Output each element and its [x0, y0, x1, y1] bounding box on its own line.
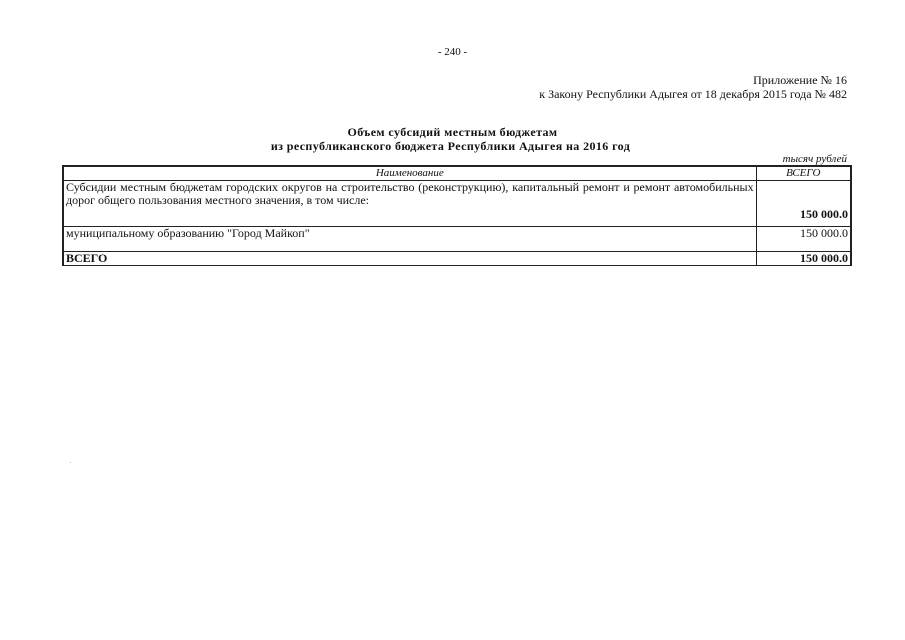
- row-name-cell: Субсидии местным бюджетам городских округов на строительство (реконструкцию), капитальный ремонт и ремонт автомобильных дорог общего пользования местного значения, в том числе:: [63, 181, 756, 227]
- row-name-cell: муниципальному образованию "Город Майкоп": [63, 227, 756, 252]
- total-value-cell: 150 000.0: [756, 252, 851, 266]
- row-value-cell: 150 000.0: [756, 181, 851, 227]
- column-header-name: Наименование: [63, 166, 756, 181]
- table-header-row: [63, 166, 851, 181]
- total-label-cell: ВСЕГО: [63, 252, 756, 266]
- appendix-law-reference: к Закону Республики Адыгея от 18 декабря 2015 года № 482: [539, 87, 847, 101]
- document-title: Объем субсидий местным бюджетам: [347, 125, 558, 139]
- page-number: - 240 -: [437, 46, 468, 58]
- subsidy-table: [62, 165, 852, 266]
- table-row: [63, 181, 851, 227]
- table-total-row: [63, 252, 851, 266]
- document-subtitle: из республиканского бюджета Республики Адыгея на 2016 год: [270, 139, 631, 153]
- scan-speck: [70, 462, 71, 463]
- units-label: тысяч рублей: [782, 153, 847, 165]
- appendix-number: Приложение № 16: [753, 73, 847, 87]
- table-row: [63, 227, 851, 252]
- column-header-total: ВСЕГО: [756, 166, 851, 181]
- row-value-cell: 150 000.0: [756, 227, 851, 252]
